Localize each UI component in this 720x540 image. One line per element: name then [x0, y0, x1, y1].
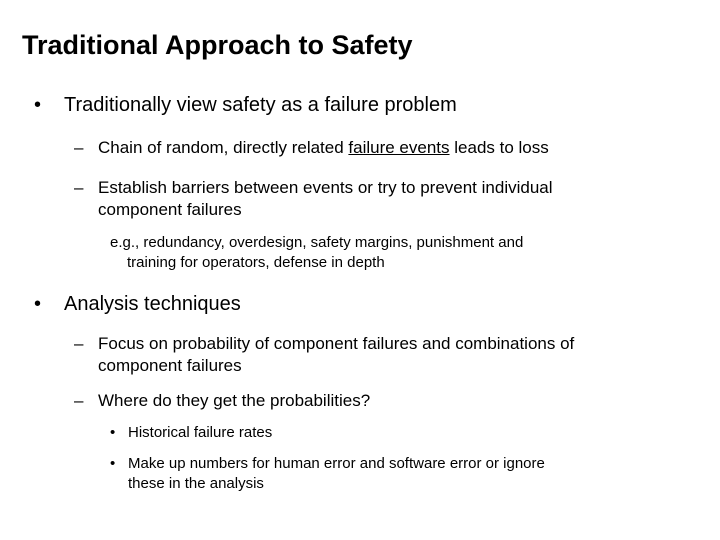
underlined-failure-events: failure events: [348, 138, 450, 157]
bullet-marker: •: [34, 293, 42, 315]
subsub-bullet-line1: Make up numbers for human error and software error or ignore: [128, 455, 545, 472]
sub-bullet-text: [98, 137, 549, 159]
dash-marker: –: [74, 138, 84, 157]
sub-bullet-line2: component failures: [98, 356, 242, 375]
text-before: Chain of random, directly related: [98, 138, 349, 157]
text-after: leads to loss: [449, 138, 549, 157]
dash-marker: –: [74, 334, 84, 353]
sub-bullet-line1: Establish barriers between events or try to prevent individual: [98, 178, 553, 197]
note-line2: training for operators, defense in depth: [127, 254, 385, 271]
dash-marker: –: [74, 178, 84, 197]
bullet-marker: •: [110, 455, 116, 472]
slide-title: Traditional Approach to Safety: [22, 30, 413, 60]
bullet-marker: •: [110, 424, 116, 441]
dash-marker: –: [74, 391, 84, 410]
note-line1: e.g., redundancy, overdesign, safety margins, punishment and: [110, 234, 524, 251]
bullet-text: Analysis techniques: [64, 293, 241, 315]
subsub-bullet-line2: these in the analysis: [128, 475, 264, 492]
sub-bullet-text: Where do they get the probabilities?: [98, 391, 371, 410]
subsub-bullet-text: Historical failure rates: [128, 424, 273, 441]
sub-bullet-line1: Focus on probability of component failures and combinations of: [98, 334, 575, 353]
sub-bullet-line2: component failures: [98, 200, 242, 219]
bullet-text: Traditionally view safety as a failure problem: [64, 94, 457, 116]
bullet-marker: •: [34, 94, 42, 116]
